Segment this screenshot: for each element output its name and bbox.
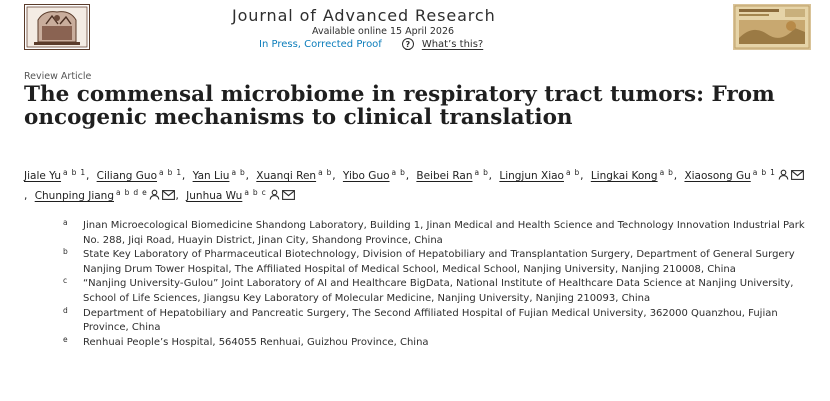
- affiliation-superscript[interactable]: a b: [659, 168, 674, 177]
- affiliation-superscript[interactable]: a b: [474, 168, 489, 177]
- author-item[interactable]: [343, 170, 413, 182]
- author-separator: ,: [85, 170, 90, 182]
- affiliation-item: [63, 307, 813, 336]
- person-icon[interactable]: [778, 169, 789, 185]
- affiliation-superscript[interactable]: a b d e: [116, 188, 148, 197]
- article-type: Review Article: [24, 71, 92, 82]
- question-icon: ?: [402, 38, 414, 50]
- affiliation-text: “Nanjing University-Gulou” Joint Laboratory of AI and Healthcare BigData, National Institute of Healthcare Data Science at Nanjing University, School of Life Sciences, Jiangsu Key Laboratory of Molecular Medicine, Nanjing University, Nanjing 210093, China: [83, 278, 794, 304]
- author-separator: ,: [245, 170, 249, 182]
- journal-title[interactable]: Journal of Advanced Research: [232, 6, 496, 25]
- article-title: The commensal microbiome in respiratory tract tumors: From oncogenic mechanisms to clinical translation: [24, 82, 775, 130]
- author-name[interactable]: Beibei Ran: [416, 170, 473, 182]
- affiliation-text: Jinan Microecological Biomedicine Shandong Laboratory, Building 1, Jinan Medical and Health Science and Technology Innovation Industrial Park No. 288, Jiqi Road, Huayin District, Jinan City, Shandong Province, China: [83, 220, 805, 246]
- article-status-link[interactable]: In Press, Corrected Proof: [259, 38, 382, 50]
- affiliation-superscript[interactable]: a b: [565, 168, 581, 177]
- author-item[interactable]: [193, 170, 253, 182]
- author-separator: ,: [488, 170, 492, 182]
- person-icon[interactable]: [269, 189, 280, 205]
- author-list: [24, 165, 804, 205]
- whats-this-link[interactable]: [402, 38, 483, 50]
- author-name[interactable]: Xiaosong Gu: [684, 170, 751, 182]
- author-separator: ,: [24, 190, 28, 202]
- author-name[interactable]: Yan Liu: [192, 170, 230, 182]
- author-name[interactable]: Chunping Jiang: [34, 190, 114, 202]
- affiliation-superscript[interactable]: a b: [318, 168, 333, 177]
- author-item[interactable]: [35, 190, 183, 202]
- author-name[interactable]: Junhua Wu: [186, 190, 243, 202]
- affiliation-superscript[interactable]: a b: [391, 168, 406, 177]
- affiliation-item: [63, 277, 813, 306]
- author-name[interactable]: Lingkai Kong: [590, 170, 658, 182]
- affiliation-item: [63, 219, 813, 248]
- author-item[interactable]: [591, 170, 681, 182]
- status-row: [259, 38, 483, 50]
- person-icon[interactable]: [149, 189, 160, 205]
- author-item[interactable]: [416, 170, 496, 182]
- affiliation-mark: b: [63, 247, 68, 257]
- author-item[interactable]: [256, 170, 339, 182]
- affiliation-superscript[interactable]: a b 1: [63, 168, 86, 177]
- author-separator: ,: [580, 170, 584, 182]
- journal-cover-thumbnail[interactable]: [733, 4, 811, 50]
- author-separator: ,: [181, 170, 186, 182]
- author-name[interactable]: Ciliang Guo: [96, 170, 158, 182]
- author-name[interactable]: Lingjun Xiao: [499, 170, 564, 182]
- author-item[interactable]: [499, 170, 587, 182]
- affiliation-superscript[interactable]: a b 1: [752, 168, 776, 177]
- affiliation-mark: d: [63, 305, 68, 315]
- affiliation-text: Department of Hepatobiliary and Pancreatic Surgery, The Second Affiliated Hospital of Fujian Medical University, 362000 Quanzhou, Fujian Province, China: [83, 307, 778, 334]
- author-separator: ,: [175, 190, 179, 202]
- availability-date: Available online 15 April 2026: [312, 26, 455, 37]
- affiliation-superscript[interactable]: a b c: [244, 188, 267, 197]
- affiliation-mark: c: [63, 276, 68, 286]
- email-icon[interactable]: [162, 190, 175, 205]
- affiliation-item: [63, 248, 813, 277]
- publisher-logo-icon[interactable]: [24, 4, 90, 50]
- affiliations-list: [63, 219, 813, 350]
- author-separator: ,: [405, 170, 410, 182]
- author-item[interactable]: [24, 170, 93, 182]
- affiliation-mark: e: [63, 334, 68, 344]
- author-item[interactable]: [97, 170, 190, 182]
- affiliation-item: [63, 336, 813, 351]
- affiliation-text: Renhuai People’s Hospital, 564055 Renhuai, Guizhou Province, China: [83, 336, 429, 348]
- email-icon[interactable]: [791, 170, 804, 185]
- email-icon[interactable]: [282, 190, 295, 205]
- author-item[interactable]: [186, 190, 294, 202]
- affiliation-text: State Key Laboratory of Pharmaceutical Biotechnology, Division of Hepatobiliary and Transplantation Surgery, Department of General Surgery Nanjing Drum Tower Hospital, The Affiliated Hospital of Medical School, Medical School, Nanjing University, Nanjing 210008, China: [83, 249, 795, 275]
- author-name[interactable]: Xuanqi Ren: [256, 170, 317, 182]
- affiliation-mark: a: [63, 218, 68, 227]
- author-name[interactable]: Yibo Guo: [342, 170, 390, 182]
- whats-this-label: What’s this?: [421, 38, 484, 50]
- affiliation-superscript[interactable]: a b: [231, 168, 246, 177]
- author-separator: ,: [332, 170, 336, 182]
- author-separator: ,: [673, 170, 678, 182]
- author-name[interactable]: Jiale Yu: [24, 170, 62, 182]
- affiliation-superscript[interactable]: a b 1: [159, 168, 182, 177]
